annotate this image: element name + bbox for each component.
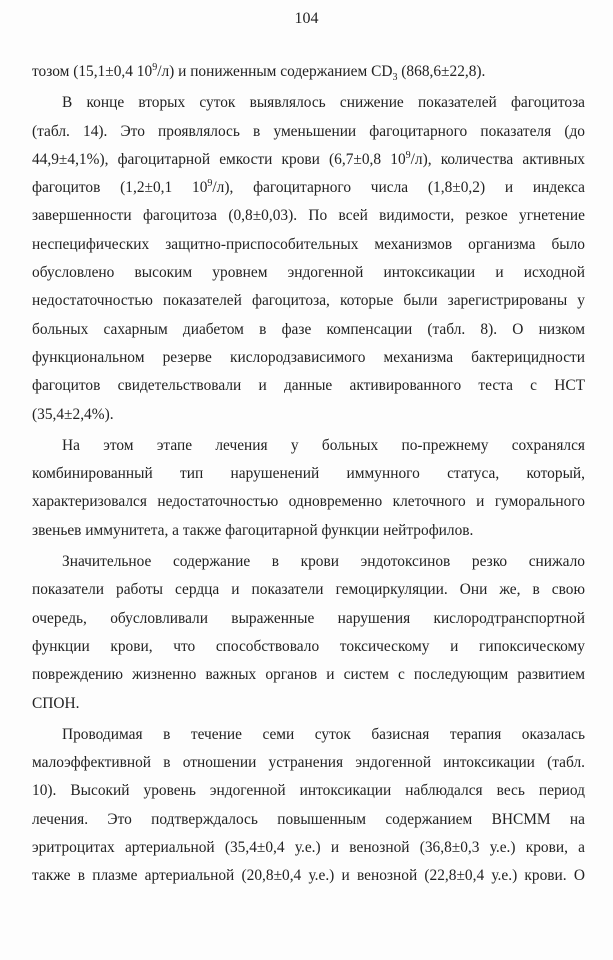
text-line: комбинированный тип нарушенений иммунного статуса, который, — [32, 465, 585, 483]
text-line: завершенности фагоцитоза (0,8±0,03). По всей видимости, резкое угнетение — [32, 207, 585, 225]
text-line: (табл. 14). Это проявлялось в уменьшении фагоцитарного показателя (до — [32, 122, 585, 140]
page-number: 104 — [294, 10, 319, 27]
text-line: Значительное содержание в крови эндотоксинов резко снижало — [62, 553, 585, 571]
text-line: В конце вторых суток выявлялось снижение показателей фагоцитоза — [62, 94, 585, 112]
text-line: (35,4±2,4%). — [32, 405, 114, 423]
text-line: повреждению жизненно важных органов и систем с последующим развитием — [32, 666, 585, 684]
text-line: фагоцитов (1,2±0,1 $10^9/л$), фагоцитарного числа (1,8±0,2) и индекса — [32, 178, 585, 197]
text-line: лечения. Это подтверждалось повышенным содержанием ВНСММ на — [32, 810, 585, 828]
text-line: также в плазме артериальной (20,8±0,4 у.е.) и венозной (22,8±0,4 у.е.) крови. О — [32, 867, 585, 885]
text-line: фагоцитов свидетельствовали и данные активированного теста с НСТ — [32, 377, 585, 395]
text-line: характеризовался недостаточностью одновременно клеточного и гуморального — [32, 493, 585, 511]
text-line: 10). Высокий уровень эндогенной интоксикации наблюдался весь период — [32, 782, 585, 800]
text-line: эритроцитах артериальной (35,4±0,4 у.е.) и венозной (36,8±0,3 у.е.) крови, а — [32, 839, 585, 857]
text-line: звеньев иммунитета, а также фагоцитарной функции нейтрофилов. — [32, 521, 474, 539]
text-line: больных сахарным диабетом в фазе компенсации (табл. 8). О низком — [32, 320, 585, 338]
text-line: На этом этапе лечения у больных по-прежнему сохранялся — [62, 436, 585, 454]
text-line: неспецифических защитно-приспособительных механизмов организма было — [32, 235, 585, 253]
text-line: недостаточностью показателей фагоцитоза, которые были зарегистрированы у — [32, 292, 585, 310]
text-line: СПОН. — [32, 694, 80, 712]
text-line: малоэффективной в отношении устранения эндогенной интоксикации (табл. — [32, 754, 585, 772]
text-line: Проводимая в течение семи суток базисная терапия оказалась — [62, 725, 585, 743]
text-line: очередь, обусловливали выраженные нарушения кислородтранспортной — [32, 609, 585, 627]
text-line: функции крови, что способствовало токсическому и гипоксическому — [32, 637, 585, 655]
text-line: функциональном резерве кислородзависимого механизма бактерицидности — [32, 348, 585, 366]
text-line: показатели работы сердца и показатели гемоциркуляции. Они же, в свою — [32, 581, 585, 599]
text-line: 44,9±4,1%), фагоцитарной емкости крови (6,7±0,8 $10^9/л$), количества активных — [32, 149, 585, 168]
body-text — [32, 58, 585, 891]
text-line: обусловлено высоким уровнем эндогенной интоксикации и исходной — [32, 264, 585, 282]
text-line: тозом (15,1±0,4 $10^9/л$) и пониженным содержанием $CD_3$ (868,6±22,8). — [32, 61, 486, 84]
